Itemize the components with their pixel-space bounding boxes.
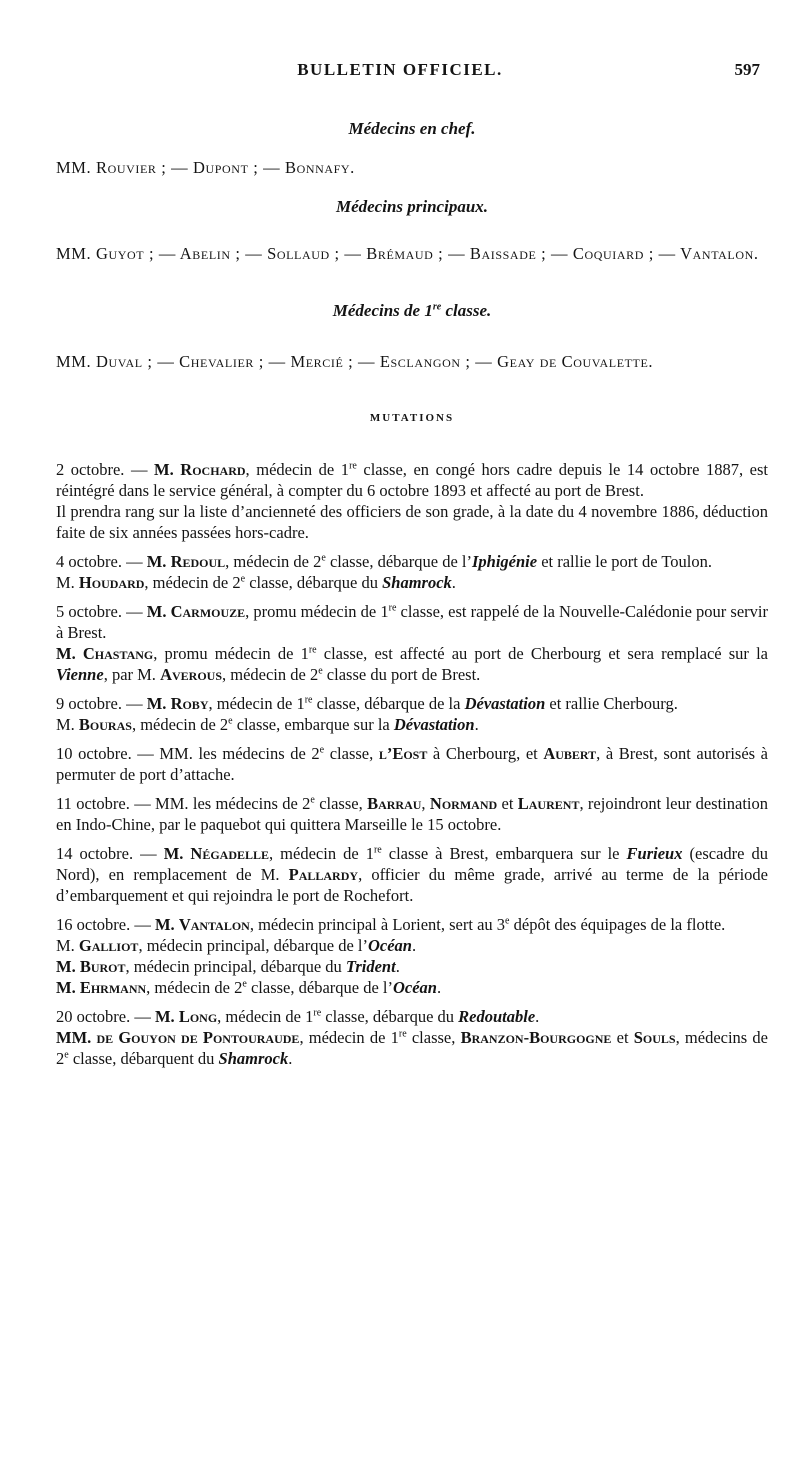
- names-medecins-principaux: MM. Guyot ; — Abelin ; — Sollaud ; — Brémaud ; — Baissade ; — Coquiard ; — Vantalon.: [56, 244, 759, 263]
- mutation-entry: 11 octobre. — MM. les médecins de 2e classe, Barrau, Normand et Laurent, rejoindront leur destination en Indo-Chine, par le paquebot qui quittera Marseille le 15 octobre.: [56, 794, 769, 834]
- mutation-entry: 9 octobre. — M. Roby, médecin de 1re classe, débarque de la Dévastation et rallie Cherbourg.: [56, 694, 678, 713]
- page-number: 597: [734, 60, 760, 79]
- section-title-medecins-principaux: Médecins principaux.: [335, 197, 489, 216]
- mutation-entry: 2 octobre. — M. Rochard, médecin de 1re classe, en congé hors cadre depuis le 14 octobre 1887, est réintégré dans le service général, à compter du 6 octobre 1893 et affecté au port de Brest.: [56, 460, 769, 500]
- page-body: [56, 118, 768, 1069]
- mutation-entry: Il prendra rang sur la liste d’ancienneté des officiers de son grade, à la date du 4 novembre 1886, déduction faite de six années passées hors-cadre.: [56, 502, 768, 542]
- mutation-entry: 4 octobre. — M. Redoul, médecin de 2e classe, débarque de l’Iphigénie et rallie le port de Toulon.: [56, 552, 713, 571]
- mutations-title: MUTATIONS: [369, 412, 455, 424]
- mutation-entry: 20 octobre. — M. Long, médecin de 1re classe, débarque du Redoutable.: [56, 1007, 540, 1026]
- mutation-entry: M. Galliot, médecin principal, débarque de l’Océan.: [56, 936, 417, 955]
- mutation-entry: M. Ehrmann, médecin de 2e classe, débarque de l’Océan.: [56, 978, 442, 997]
- mutation-entry: M. Houdard, médecin de 2e classe, débarque du Shamrock.: [56, 573, 456, 592]
- mutation-entry: 14 octobre. — M. Négadelle, médecin de 1re classe à Brest, embarquera sur le Furieux (escadre du Nord), en remplacement de M. Pallardy, officier du même grade, arrivé au terme de la période d’embarquement et qui rejoindra le port de Rochefort.: [56, 844, 768, 905]
- page-header: [0, 56, 800, 84]
- names-medecins-1re-classe: MM. Duval ; — Chevalier ; — Mercié ; — Esclangon ; — Geay de Couvalette.: [56, 352, 654, 371]
- mutation-entry: M. Chastang, promu médecin de 1re classe, est affecté au port de Cherbourg et sera remplacé sur la Vienne, par M. Averous, médecin de 2e classe du port de Brest.: [56, 644, 769, 684]
- mutation-entry: 10 octobre. — MM. les médecins de 2e classe, l’Eost à Cherbourg, et Aubert, à Brest, sont autorisés à permuter de port d’attache.: [56, 744, 768, 784]
- mutation-entry: MM. de Gouyon de Pontouraude, médecin de 1re classe, Branzon-Bourgogne et Souls, médecins de 2e classe, débarquent du Shamrock.: [56, 1028, 768, 1068]
- running-title: BULLETIN OFFICIEL.: [297, 60, 503, 79]
- section-title-medecins-en-chef: Médecins en chef.: [348, 119, 476, 138]
- mutation-entry: M. Bouras, médecin de 2e classe, embarque sur la Dévastation.: [56, 715, 479, 734]
- section-title-medecins-1re-classe: Médecins de 1re classe.: [332, 301, 492, 320]
- names-medecins-en-chef: MM. Rouvier ; — Dupont ; — Bonnafy.: [56, 158, 355, 177]
- mutation-entry: M. Burot, médecin principal, débarque du Trident.: [56, 957, 400, 976]
- mutation-entry: 5 octobre. — M. Carmouze, promu médecin de 1re classe, est rappelé de la Nouvelle-Calédonie pour servir à Brest.: [56, 602, 768, 642]
- mutation-entry: 16 octobre. — M. Vantalon, médecin principal à Lorient, sert au 3e dépôt des équipages de la flotte.: [56, 915, 726, 934]
